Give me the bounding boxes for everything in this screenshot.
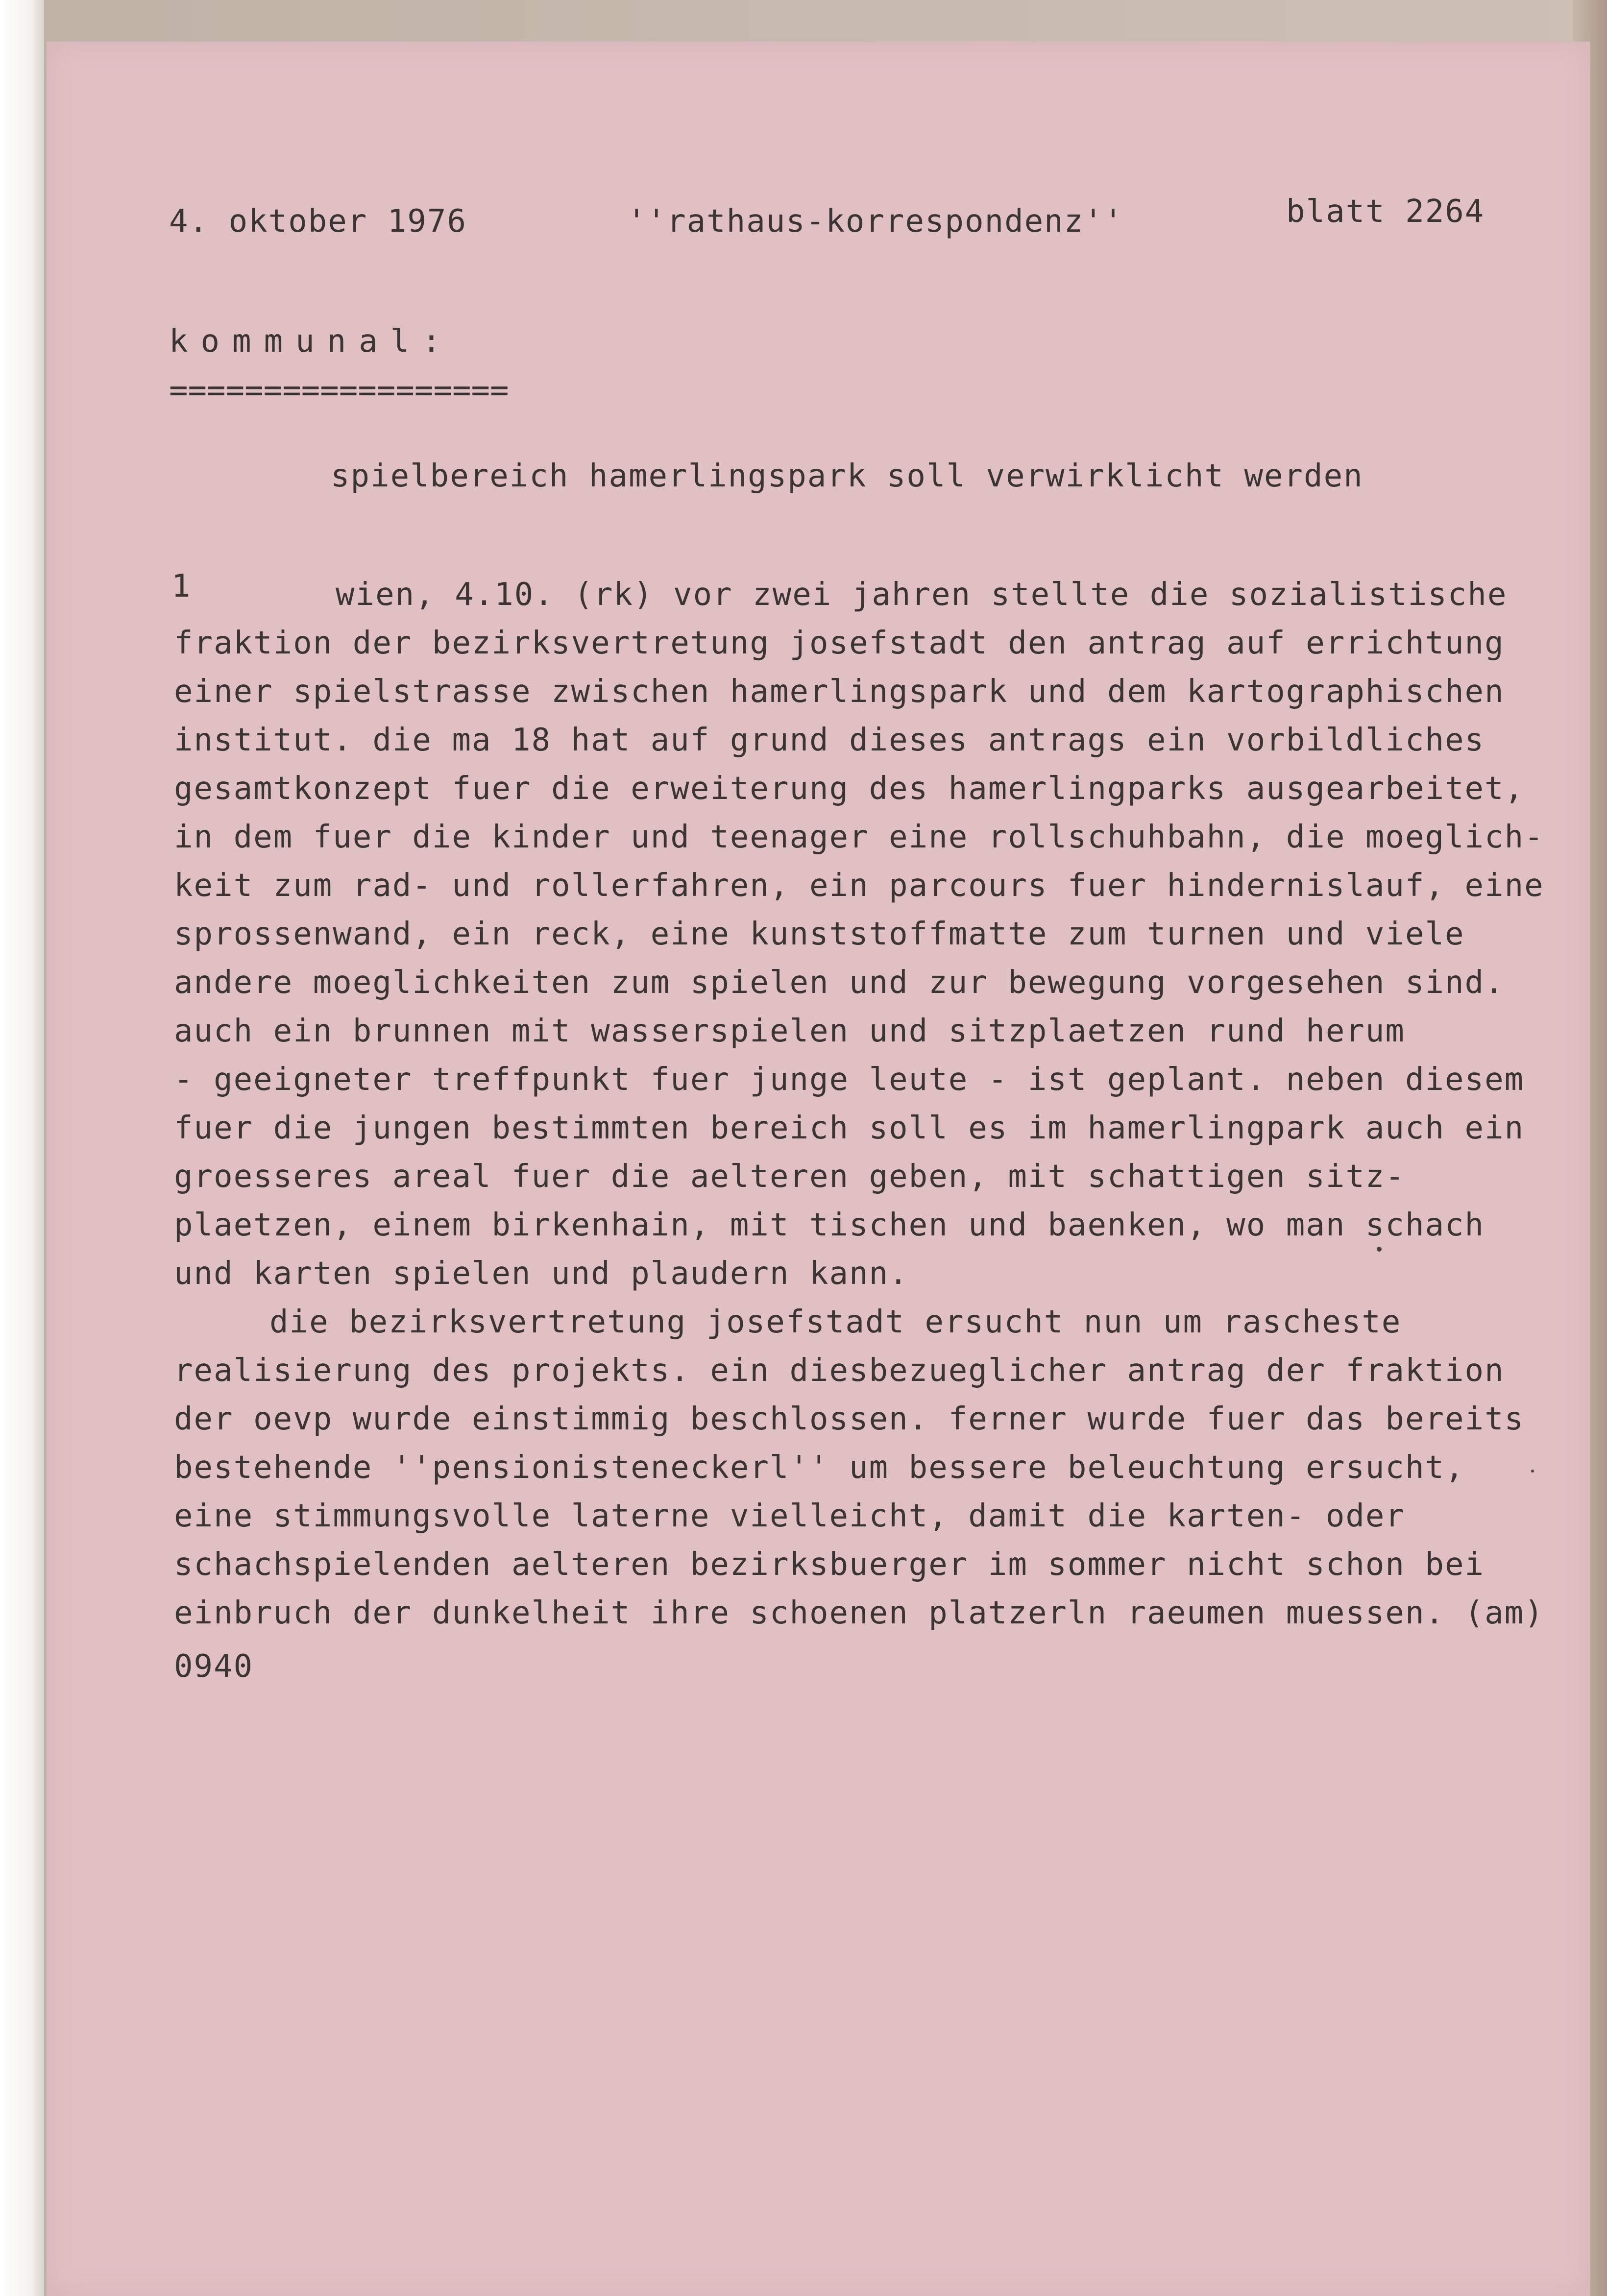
body-line: wien, 4.10. (rk) vor zwei jahren stellte die sozialistische <box>336 577 1508 613</box>
body-line: und karten spielen und plaudern kann. <box>174 1256 909 1292</box>
body-line: in dem fuer die kinder und teenager eine rollschuhbahn, die moeglich- <box>174 819 1544 855</box>
article-body <box>174 571 1607 1691</box>
article-headline: spielbereich hamerlingspark soll verwirklicht werden <box>331 458 1364 494</box>
article-number: 1 <box>171 568 192 604</box>
header-date: 4. oktober 1976 <box>169 203 467 240</box>
body-line: bestehende ''pensionisteneckerl'' um bessere beleuchtung ersucht, <box>174 1450 1465 1486</box>
body-line: realisierung des projekts. ein diesbezueglicher antrag der fraktion <box>174 1353 1505 1389</box>
body-line: die bezirksvertretung josefstadt ersucht nun um rascheste <box>269 1304 1402 1340</box>
body-line: schachspielenden aelteren bezirksbuerger im sommer nicht schon bei <box>174 1547 1485 1583</box>
body-line: gesamtkonzept fuer die erweiterung des hamerlingparks ausgearbeitet, <box>174 771 1525 807</box>
body-line: keit zum rad- und rollerfahren, ein parcours fuer hindernislauf, eine <box>174 868 1544 904</box>
body-line: groesseres areal fuer die aelteren geben, mit schattigen sitz- <box>174 1159 1405 1195</box>
ink-speck <box>1377 1247 1382 1252</box>
body-line: der oevp wurde einstimmig beschlossen. ferner wurde fuer das bereits <box>174 1401 1525 1437</box>
body-line: sprossenwand, ein reck, eine kunststoffmatte zum turnen und viele <box>174 916 1465 952</box>
body-line: plaetzen, einem birkenhain, mit tischen und baenken, wo man schach <box>174 1207 1485 1243</box>
ink-speck <box>1531 1470 1534 1473</box>
body-line: auch ein brunnen mit wasserspielen und sitzplaetzen rund herum <box>174 1013 1405 1049</box>
section-underline: ================== <box>169 372 509 409</box>
body-line: fraktion der bezirksvertretung josefstadt den antrag auf errichtung <box>174 625 1505 661</box>
header-sheet-number: blatt 2264 <box>1286 193 1485 230</box>
header-publication: ''rathaus-korrespondenz'' <box>627 203 1124 240</box>
binding-edge <box>0 0 44 2296</box>
body-line: eine stimmungsvolle laterne vielleicht, damit die karten- oder <box>174 1498 1405 1534</box>
body-line: - geeigneter treffpunkt fuer junge leute - ist geplant. neben diesem <box>174 1062 1525 1098</box>
body-line: andere moeglichkeiten zum spielen und zur bewegung vorgesehen sind. <box>174 965 1505 1001</box>
document-page <box>47 42 1590 2296</box>
article-code: 0940 <box>174 1648 254 1685</box>
body-line: einbruch der dunkelheit ihre schoenen platzerln raeumen muessen. (am) <box>174 1595 1544 1631</box>
body-line: institut. die ma 18 hat auf grund dieses antrags ein vorbildliches <box>174 722 1485 758</box>
body-line: einer spielstrasse zwischen hamerlingspark und dem kartographischen <box>174 674 1505 710</box>
section-label: kommunal: <box>169 323 454 360</box>
body-line: fuer die jungen bestimmten bereich soll es im hamerlingpark auch ein <box>174 1110 1525 1146</box>
